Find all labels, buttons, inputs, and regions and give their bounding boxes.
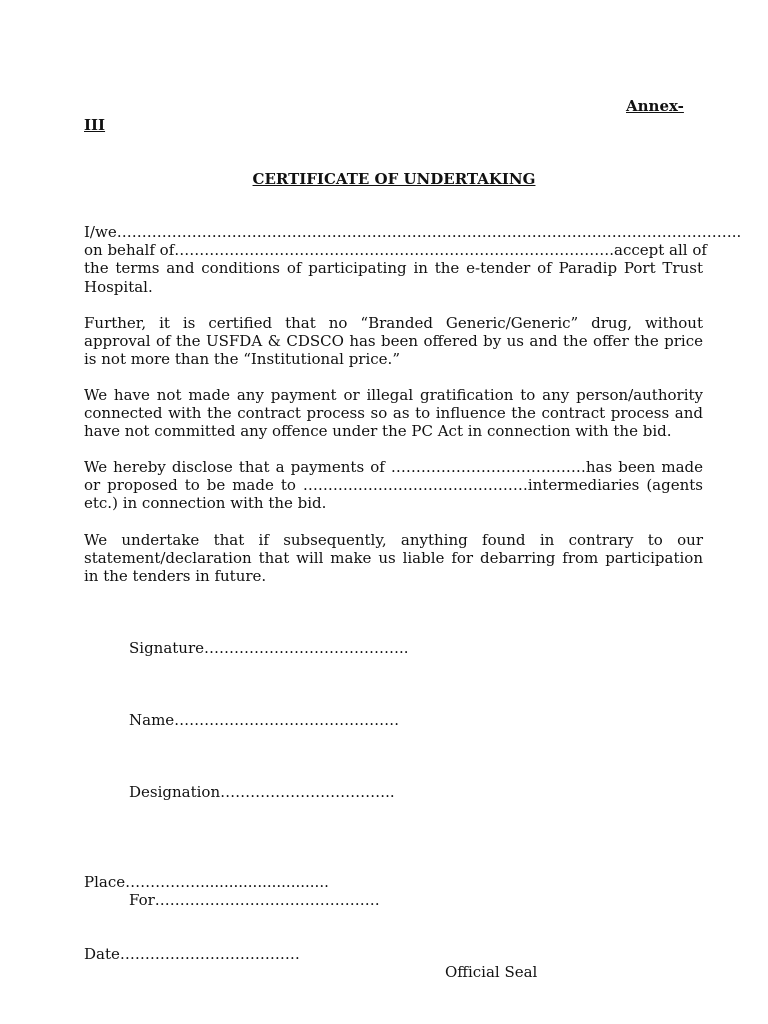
paragraph-line: connected with the contract process so as to influence the contract process and: [84, 404, 703, 423]
paragraph-line: approval of the USFDA & CDSCO has been offered by us and the offer the price: [84, 332, 703, 351]
paragraph-generic-drug: [84, 314, 703, 369]
paragraph-line: Hospital.: [84, 277, 153, 296]
paragraph-line: in the tenders in future.: [84, 567, 267, 586]
paragraph-line: We hereby disclose that a payments of …………………………………has been made: [84, 458, 703, 476]
paragraph-no-gratification: [84, 386, 703, 441]
paragraph-payment-disclosure: [84, 458, 703, 513]
paragraph-line: Further, it is certified that no “Branded Generic/Generic” drug, without: [84, 314, 703, 332]
official-seal-label: Official Seal: [445, 963, 538, 981]
place-field: Place……………...........................: [84, 873, 329, 891]
paragraph-line: We have not made any payment or illegal gratification to any person/authority: [84, 386, 703, 404]
paragraph-undertaking: [84, 531, 703, 586]
designation-field: Designation……………………………..: [129, 783, 395, 801]
paragraph-line: I/we……………………………………………………………………………………………………………..: [84, 223, 742, 241]
paragraph-line: is not more than the “Institutional price.”: [84, 350, 400, 369]
paragraph-line: We undertake that if subsequently, anything found in contrary to our: [84, 531, 703, 549]
paragraph-line: on behalf of…………………………………………………………………………….accept all of: [84, 241, 707, 260]
paragraph-line: have not committed any offence under the PC Act in connection with the bid.: [84, 422, 672, 441]
for-field: For………………………………………: [129, 891, 380, 909]
signature-field: Signature…………………………………..: [129, 639, 409, 657]
paragraph-line: etc.) in connection with the bid.: [84, 494, 327, 513]
paragraph-acceptance: [84, 223, 742, 296]
document-title: CERTIFICATE OF UNDERTAKING: [252, 170, 536, 188]
annex-label-part2: III: [84, 116, 106, 134]
paragraph-line: statement/declaration that will make us liable for debarring from participation: [84, 549, 703, 568]
annex-label-part1: Annex-: [626, 97, 684, 115]
paragraph-line: the terms and conditions of participating in the e-tender of Paradip Port Trust: [84, 259, 703, 278]
name-field: Name………………………………………: [129, 711, 400, 729]
paragraph-line: or proposed to be made to ………………………………………intermediaries (agents: [84, 476, 703, 495]
date-field: Date………………………………: [84, 945, 300, 963]
